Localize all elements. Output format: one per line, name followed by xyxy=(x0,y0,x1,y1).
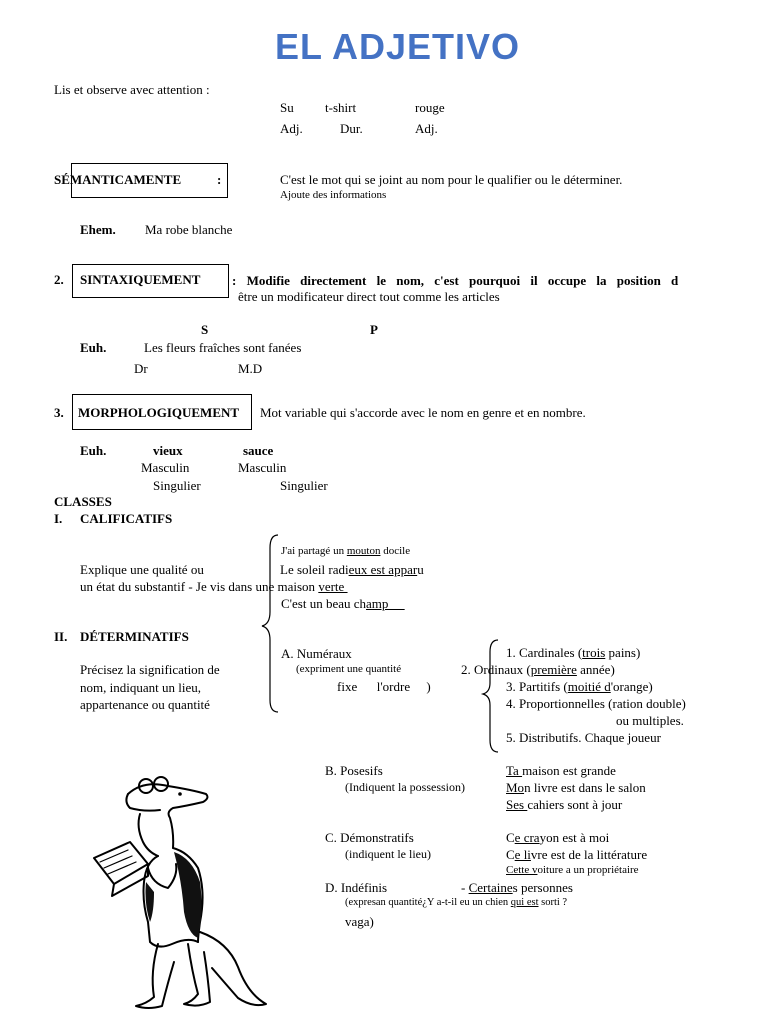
lizard-reading-illustration xyxy=(88,772,273,1022)
leg-right xyxy=(184,944,210,1006)
morph-gender-1: Masculin xyxy=(141,460,190,475)
possessive-item: Mon livre est dans le salon xyxy=(506,780,646,795)
page-title: EL ADJETIVO xyxy=(274,26,521,67)
semantic-definition: C'est le mot qui se joint au nom pour le qualifier ou le déterminer. xyxy=(280,172,623,187)
book-cover xyxy=(94,842,148,884)
intro-word: Su xyxy=(280,100,294,115)
morph-word-2: sauce xyxy=(243,443,274,458)
morph-word-1: vieux xyxy=(153,443,183,458)
class-1-label: CALIFICATIFS xyxy=(80,511,173,526)
c1-example-2: Le soleil radieux est apparu xyxy=(280,562,424,577)
intro-word: rouge xyxy=(415,100,445,115)
classes-heading: CLASSES xyxy=(54,494,112,509)
intro-tag: Adj. xyxy=(415,121,438,136)
syntax-example-text: Les fleurs fraîches sont fanées xyxy=(144,340,302,355)
c2-description-3: appartenance ou quantité xyxy=(80,697,210,712)
numeral-item: 3. Partitifs (moitié d'orange) xyxy=(506,679,653,694)
intro-word: t-shirt xyxy=(325,100,357,115)
bracket-left xyxy=(262,535,278,712)
possessive-sub: (Indiquent la possession) xyxy=(345,780,465,794)
numerals-sub-2: fixe l'ordre ) xyxy=(337,679,431,694)
semantic-subtext: Ajoute des informations xyxy=(280,189,387,201)
intro-prompt: Lis et observe avec attention : xyxy=(54,82,210,97)
syntax-definition-text: : Modifie directement le nom, c'est pourquoi il occupe la position d xyxy=(232,273,679,288)
demonstrative-label: C. Démonstratifs xyxy=(325,830,414,845)
c2-description-1: Précisez la signification de xyxy=(80,662,220,677)
c1-example-1: J'ai partagé un mouton docile xyxy=(281,545,411,557)
c1-description-1: Explique une qualité ou xyxy=(80,562,204,577)
bracket-right xyxy=(483,640,498,752)
intro-tag: Dur. xyxy=(340,121,363,136)
syntax-p-marker: P xyxy=(370,322,378,337)
class-2-number: II. xyxy=(54,629,68,644)
syntax-number: 2. xyxy=(54,272,64,287)
demonstrative-item: Ce crayon est à moi xyxy=(506,830,610,845)
numerals-sub-1: (expriment une quantité xyxy=(296,663,402,675)
numeral-item: 5. Distributifs. Chaque joueur xyxy=(506,730,661,745)
syntax-dr-tag: Dr xyxy=(134,361,148,376)
semantic-example-text: Ma robe blanche xyxy=(145,222,233,237)
numeral-item: 2. Ordinaux (première année) xyxy=(461,662,615,677)
syntax-definition-cont: être un modificateur direct tout comme les articles xyxy=(238,289,500,304)
morph-definition: Mot variable qui s'accorde avec le nom en genre et en nombre. xyxy=(260,405,586,420)
neck xyxy=(139,814,158,856)
morph-label: MORPHOLOGIQUEMENT xyxy=(78,405,240,420)
indefinite-sub: (expresan quantité¿Y a-t-il eu un chien qui est sorti ? xyxy=(345,897,568,908)
indefinite-example: - Certaines personnes xyxy=(461,880,573,895)
jaw xyxy=(126,794,160,811)
semantic-colon: : xyxy=(217,172,222,187)
syntax-md-tag: M.D xyxy=(238,361,263,376)
indefinite-sub-2: vaga) xyxy=(345,914,374,929)
morph-number: 3. xyxy=(54,405,64,420)
possessive-item: Ta maison est grande xyxy=(506,763,616,778)
c1-example-3: C'est un beau champ xyxy=(281,596,405,611)
morph-number-2: Singulier xyxy=(280,478,328,493)
semantic-example-label: Ehem. xyxy=(80,222,116,237)
numeral-item: 4. Proportionnelles (ration double) xyxy=(506,696,686,711)
class-2-label: DÉTERMINATIFS xyxy=(80,629,189,644)
numerals-label: A. Numéraux xyxy=(281,646,352,661)
indefinite-label: D. Indéfinis xyxy=(325,880,388,895)
morph-example-label: Euh. xyxy=(80,443,107,458)
syntax-s-marker: S xyxy=(201,322,209,337)
semantic-label: SÉMANTICAMENTE xyxy=(54,172,182,187)
morph-gender-2: Masculin xyxy=(238,460,287,475)
possessive-label: B. Posesifs xyxy=(325,763,383,778)
numeral-item: 1. Cardinales (trois pains) xyxy=(506,645,641,660)
syntax-label: SINTAXIQUEMENT xyxy=(80,272,201,287)
intro-tag: Adj. xyxy=(280,121,303,136)
possessive-item: Ses cahiers sont à jour xyxy=(506,797,623,812)
arm xyxy=(148,864,176,888)
c2-description-2: nom, indiquant un lieu, xyxy=(80,680,201,695)
morph-number-1: Singulier xyxy=(153,478,201,493)
coat-lapel xyxy=(174,852,202,938)
class-1-number: I. xyxy=(54,511,63,526)
numeral-item: ou multiples. xyxy=(616,713,684,728)
nostril xyxy=(178,792,182,796)
syntax-example-label: Euh. xyxy=(80,340,107,355)
demonstrative-sub: (indiquent le lieu) xyxy=(345,847,431,861)
demonstrative-item: Ce livre est de la littérature xyxy=(506,847,648,862)
leg-left xyxy=(136,944,174,1008)
demonstrative-item: Cette voiture a un propriétaire xyxy=(506,864,639,876)
c1-description-2: un état du substantif - Je vis dans une maison verte xyxy=(80,579,348,594)
